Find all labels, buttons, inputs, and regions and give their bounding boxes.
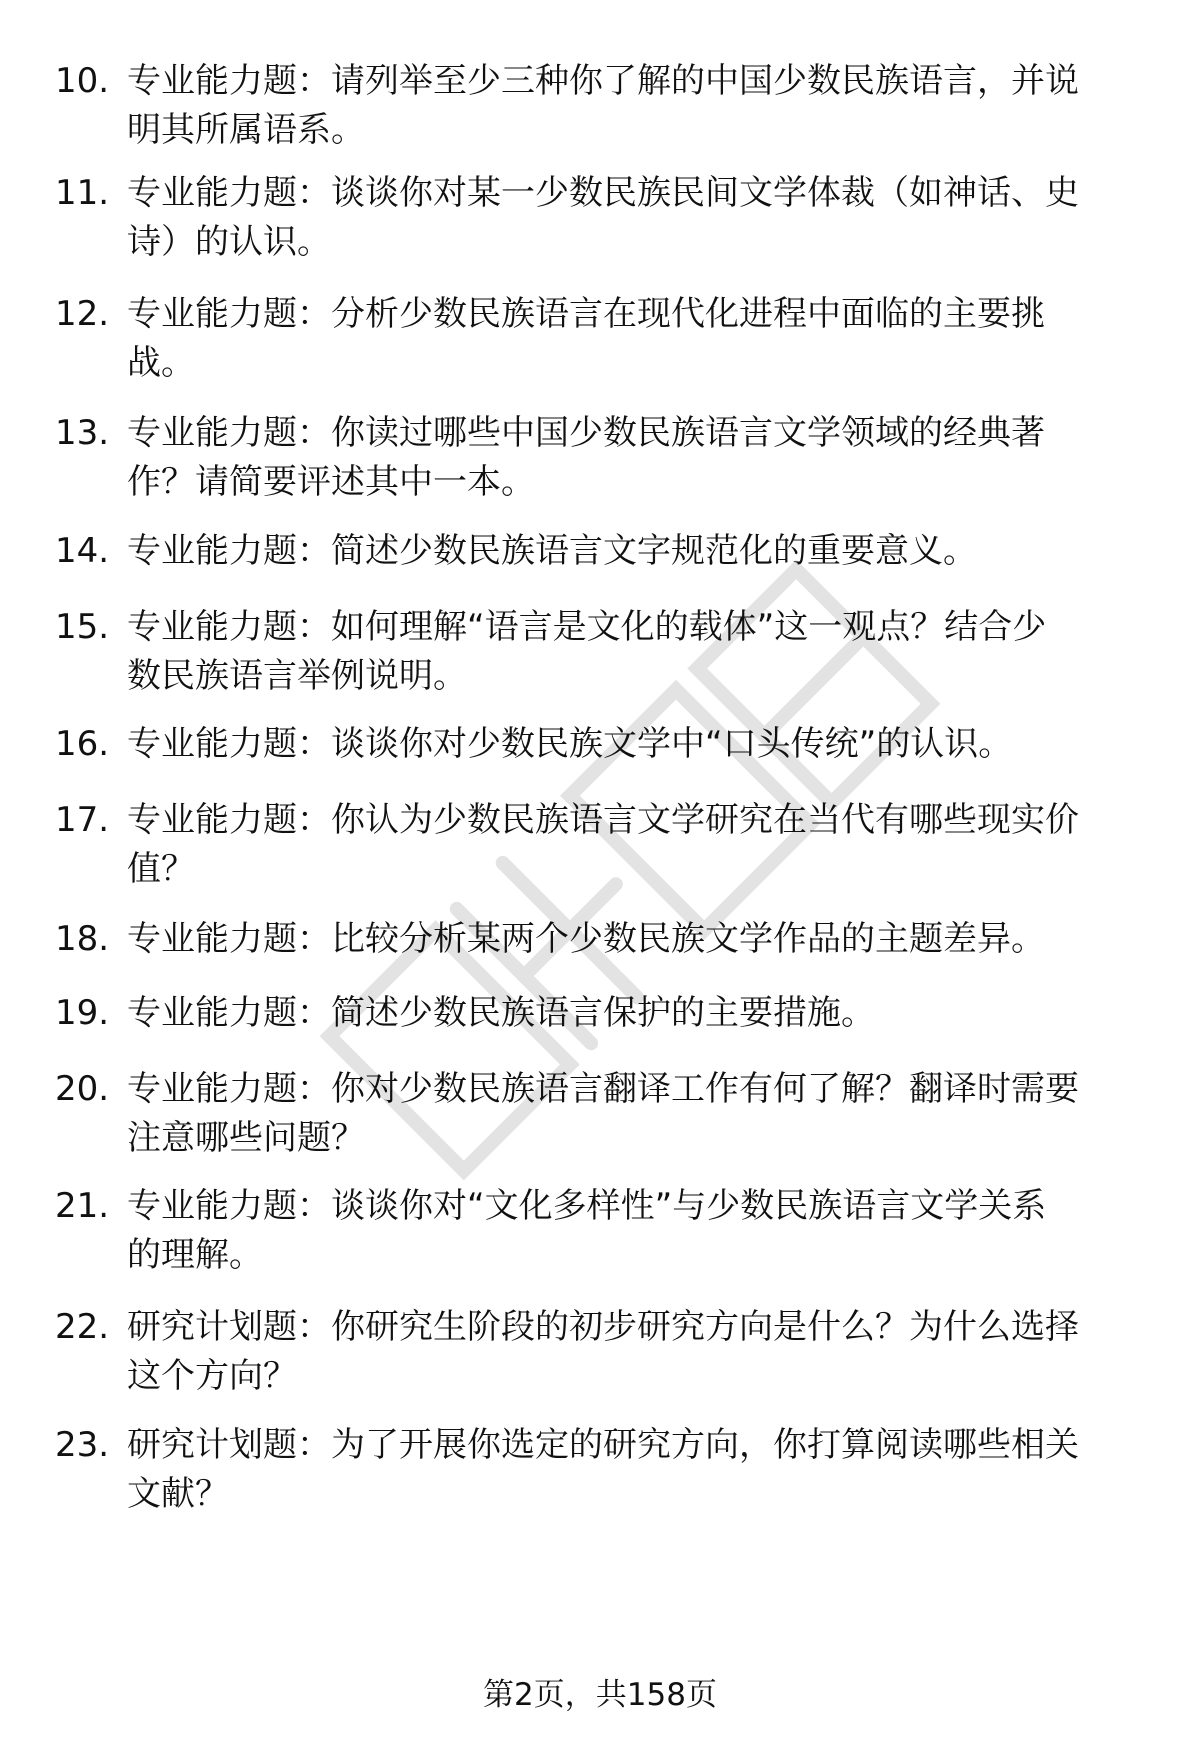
question-text-line: 数民族语言举例说明。 [127, 656, 467, 696]
question-text [127, 796, 1147, 894]
question-text-line: 研究计划题：为了开展你选定的研究方向，你打算阅读哪些相关 [127, 1425, 1079, 1465]
question-text-line: 明其所属语系。 [127, 110, 365, 150]
question-number: 12. [55, 294, 110, 334]
question-text [127, 1303, 1147, 1401]
question-text-line: 专业能力题：谈谈你对少数民族文学中“口头传统”的认识。 [127, 724, 1013, 764]
question-number: 15. [55, 607, 110, 647]
question-number: 10. [55, 61, 110, 101]
question-number: 11. [55, 173, 110, 213]
question-text-line: 这个方向？ [127, 1356, 297, 1396]
question-text-line: 研究计划题：你研究生阶段的初步研究方向是什么？为什么选择 [127, 1307, 1079, 1347]
question-text-line: 专业能力题：简述少数民族语言保护的主要措施。 [127, 993, 875, 1033]
question-text-line: 专业能力题：简述少数民族语言文字规范化的重要意义。 [127, 531, 977, 571]
question-text-line: 专业能力题：比较分析某两个少数民族文学作品的主题差异。 [127, 919, 1045, 959]
question-text-line: 专业能力题：谈谈你对某一少数民族民间文学体裁（如神话、史 [127, 173, 1079, 213]
question-text-line: 诗）的认识。 [127, 222, 331, 262]
question-number: 17. [55, 800, 110, 840]
question-number: 23. [55, 1425, 110, 1465]
question-text [127, 915, 1147, 964]
question-number: 21. [55, 1186, 110, 1226]
question-text [127, 1065, 1147, 1163]
question-text [127, 409, 1147, 507]
question-number: 16. [55, 724, 110, 764]
question-text [127, 169, 1147, 267]
question-number: 13. [55, 413, 110, 453]
question-text-line: 注意哪些问题？ [127, 1118, 365, 1158]
question-text [127, 1182, 1147, 1280]
question-number: 19. [55, 993, 110, 1033]
question-text-line: 专业能力题：你认为少数民族语言文学研究在当代有哪些现实价 [127, 800, 1079, 840]
question-number: 22. [55, 1307, 110, 1347]
question-text [127, 720, 1147, 769]
question-text-line: 的理解。 [127, 1235, 263, 1275]
question-text-line: 专业能力题：如何理解“语言是文化的载体”这一观点？结合少 [127, 607, 1047, 647]
question-text [127, 1421, 1147, 1519]
question-text-line: 战。 [127, 343, 195, 383]
question-text-line: 作？请简要评述其中一本。 [127, 462, 535, 502]
question-text-line: 专业能力题：你对少数民族语言翻译工作有何了解？翻译时需要 [127, 1069, 1079, 1109]
question-number: 20. [55, 1069, 110, 1109]
question-text [127, 989, 1147, 1038]
question-text-line: 专业能力题：谈谈你对“文化多样性”与少数民族语言文学关系 [127, 1186, 1047, 1226]
question-text [127, 603, 1147, 701]
question-text-line: 专业能力题：你读过哪些中国少数民族语言文学领域的经典著 [127, 413, 1045, 453]
question-text [127, 290, 1147, 388]
question-text-line: 值？ [127, 849, 195, 889]
question-text-line: 文献？ [127, 1474, 229, 1514]
question-text [127, 57, 1147, 155]
question-text [127, 527, 1147, 576]
page-number: 第2页，共158页 [483, 1677, 717, 1713]
question-text-line: 专业能力题：分析少数民族语言在现代化进程中面临的主要挑 [127, 294, 1045, 334]
question-text-line: 专业能力题：请列举至少三种你了解的中国少数民族语言，并说 [127, 61, 1079, 101]
question-number: 14. [55, 531, 110, 571]
question-number: 18. [55, 919, 110, 959]
